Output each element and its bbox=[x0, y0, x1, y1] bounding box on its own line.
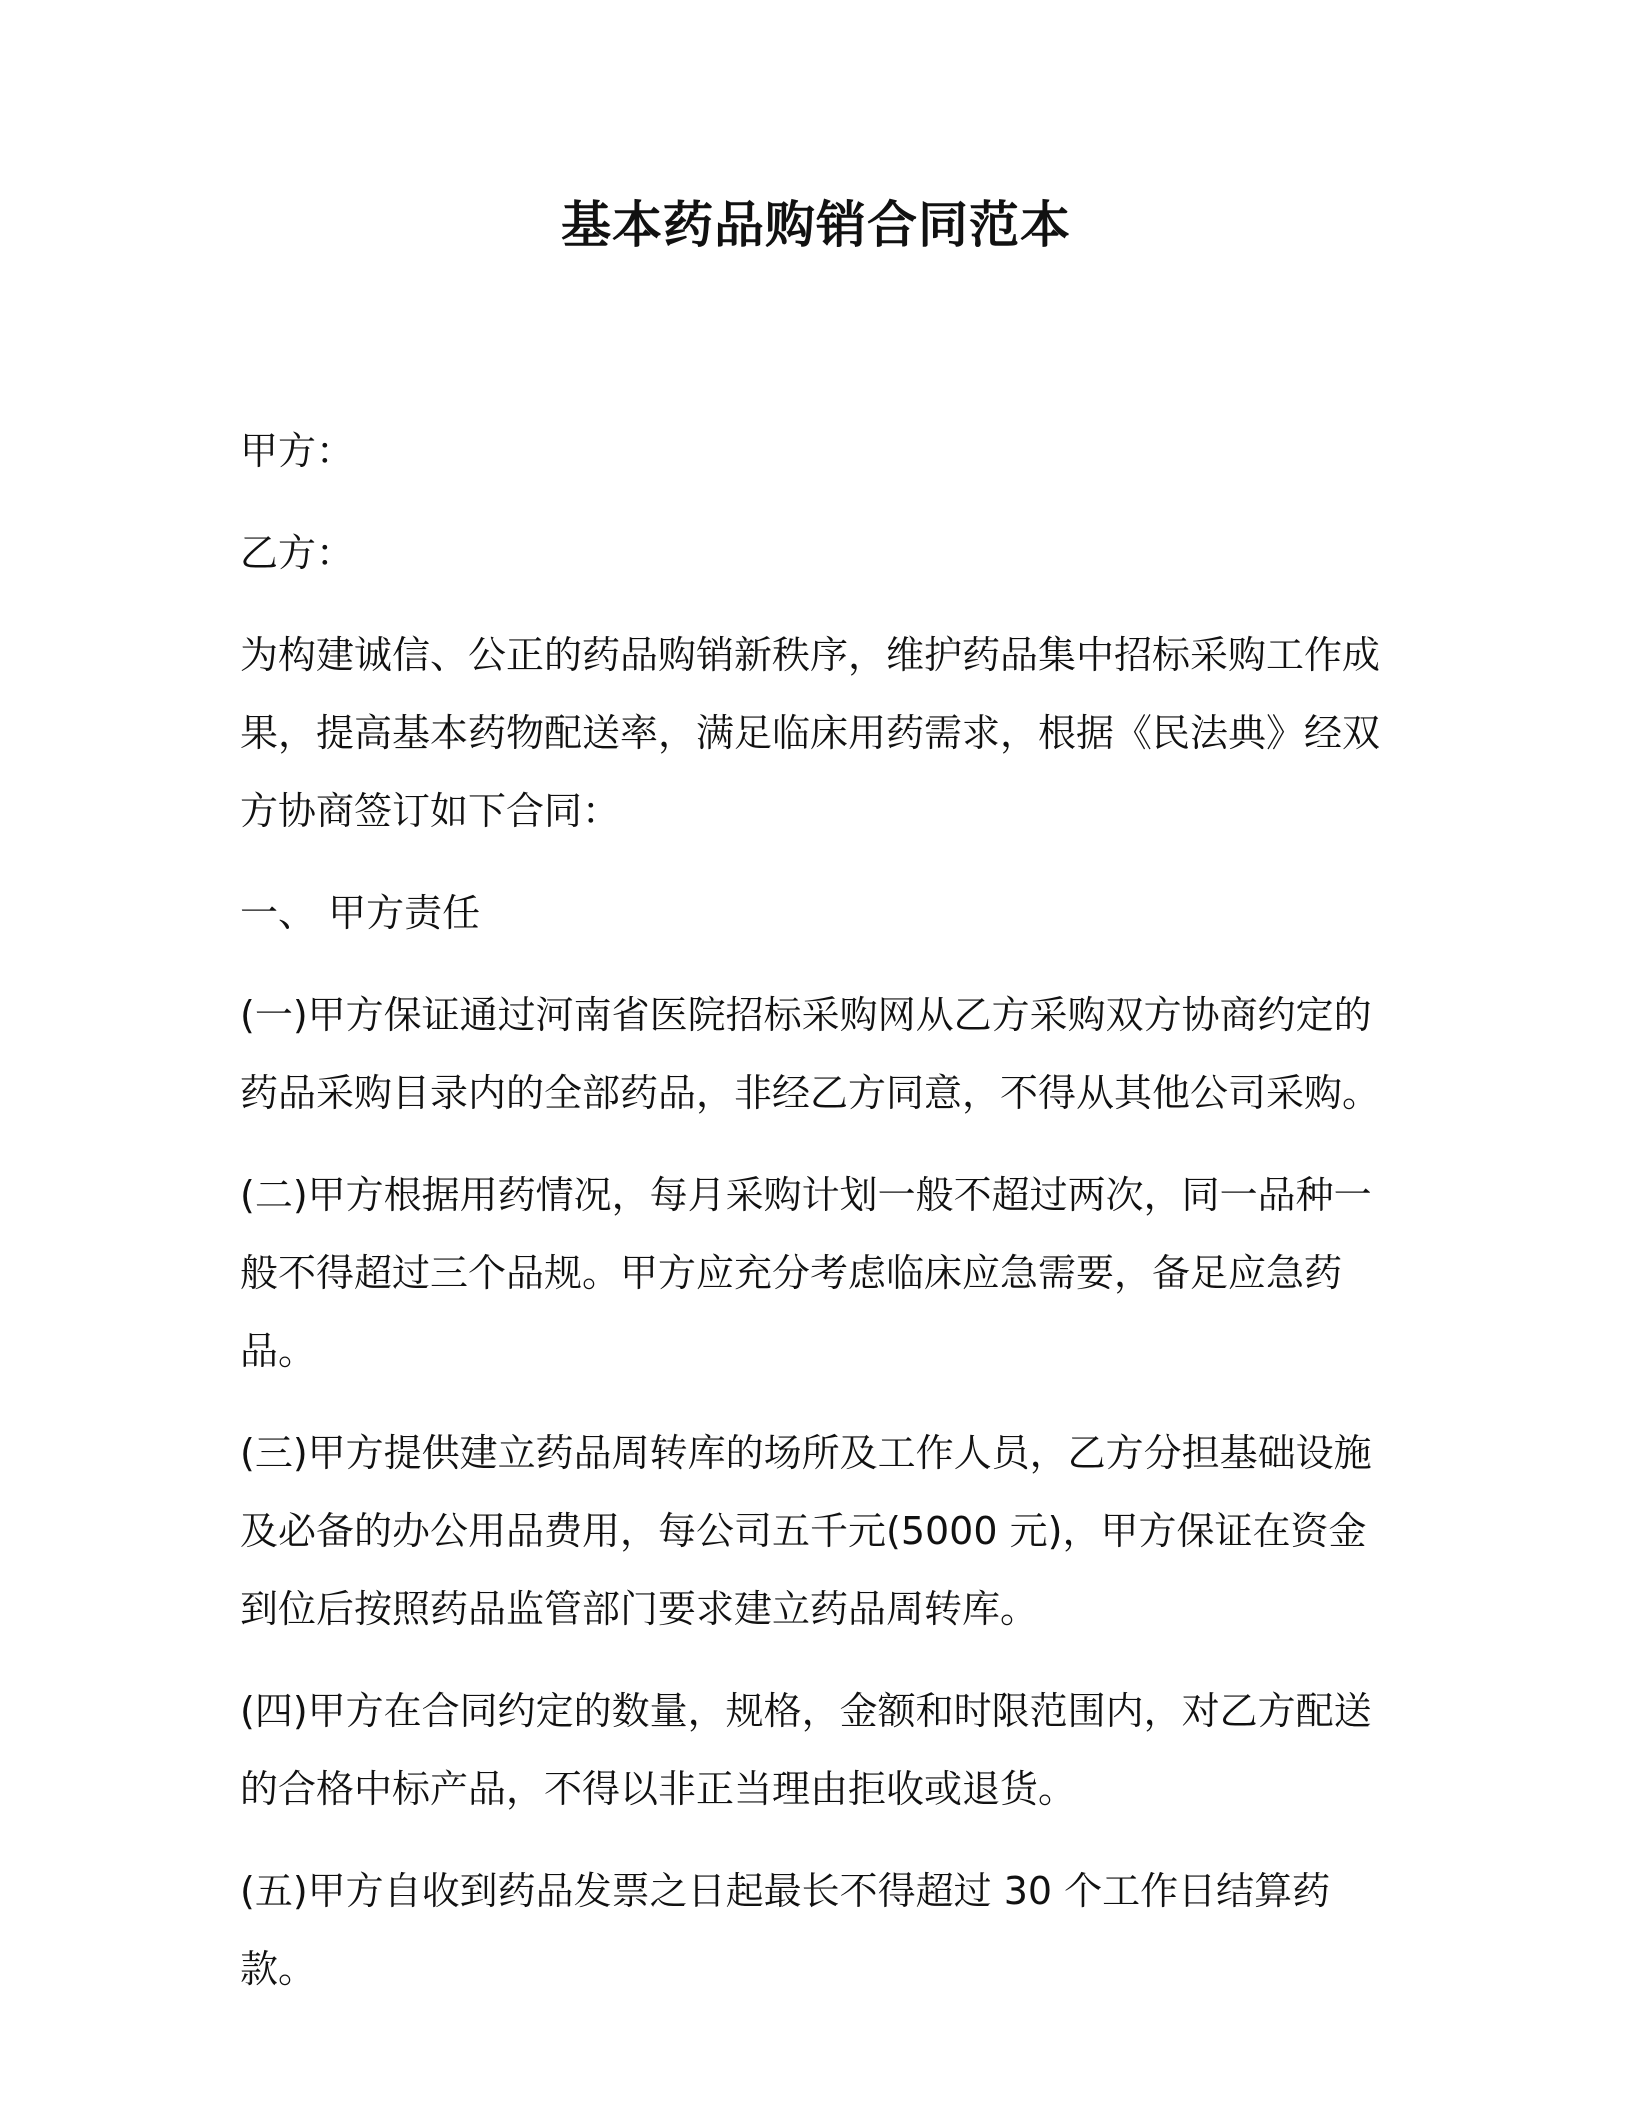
party-a-line: 甲方： bbox=[240, 429, 355, 473]
intro-paragraph: 为构建诚信、公正的药品购销新秩序，维护药品集中招标采购工作成果，提高基本药物配送率，满足临床用药需求，根据《民法典》经双方协商签订如下合同： bbox=[240, 633, 1381, 833]
clause-5: (五)甲方自收到药品发票之日起最长不得超过 30 个工作日结算药款。 bbox=[240, 1869, 1331, 1991]
document-body bbox=[240, 412, 1400, 2032]
clause-3: (三)甲方提供建立药品周转库的场所及工作人员，乙方分担基础设施及必备的办公用品费用，每公司五千元(5000 元)，甲方保证在资金到位后按照药品监管部门要求建立药品周转库。 bbox=[240, 1431, 1372, 1631]
clause-4: (四)甲方在合同约定的数量，规格，金额和时限范围内，对乙方配送的合格中标产品，不得以非正当理由拒收或退货。 bbox=[240, 1689, 1372, 1811]
document-title: 基本药品购销合同范本 bbox=[561, 196, 1071, 254]
party-b-line: 乙方： bbox=[240, 531, 355, 575]
clause-1: (一)甲方保证通过河南省医院招标采购网从乙方采购双方协商约定的药品采购目录内的全部药品，非经乙方同意，不得从其他公司采购。 bbox=[240, 993, 1381, 1115]
section-heading: 一、 甲方责任 bbox=[240, 891, 481, 935]
clause-2: (二)甲方根据用药情况，每月采购计划一般不超过两次，同一品种一般不得超过三个品规。甲方应充分考虑临床应急需要，备足应急药品。 bbox=[240, 1173, 1372, 1373]
